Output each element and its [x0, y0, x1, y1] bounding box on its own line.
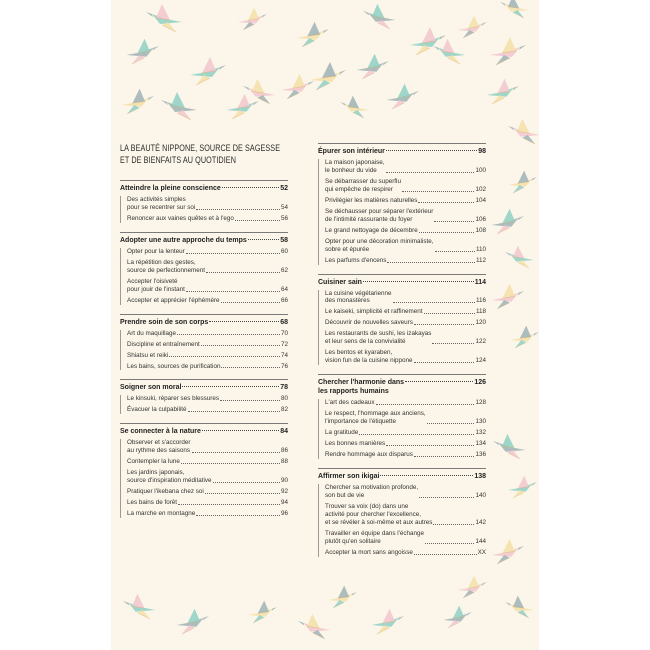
dot-leader: [386, 172, 475, 173]
dot-leader: [419, 497, 474, 498]
toc-entry: [325, 227, 486, 235]
entry-title: Les bains de forêt: [127, 499, 178, 507]
dot-leader: [221, 302, 280, 303]
section-page-number: 126: [474, 379, 486, 387]
origami-bird-icon: [146, 4, 182, 32]
origami-bird-icon: [190, 57, 226, 85]
entry-title: La cuisine végétarienne des monastères: [325, 289, 392, 305]
toc-entry: [127, 352, 288, 360]
toc-entry: [127, 363, 288, 371]
origami-bird-icon: [227, 94, 259, 119]
entry-title: Opter pour la lenteur: [127, 247, 185, 255]
origami-bird-icon: [458, 576, 487, 598]
heading-line-2: ET DE BIENFAITS AU QUOTIDIEN: [120, 154, 237, 165]
entry-title: Les bains, sources de purification: [127, 362, 221, 370]
entry-title: La marche en montagne: [127, 510, 196, 518]
toc-entry: [325, 330, 486, 346]
entry-page-number: 140: [475, 491, 486, 499]
entry-page-number: 104: [475, 196, 486, 204]
dot-leader: [188, 411, 280, 412]
entry-title: Le grand nettoyage de décembre: [325, 226, 418, 234]
origami-bird-icon: [492, 539, 524, 564]
toc-entry: [325, 530, 486, 546]
section-title-row: [318, 472, 486, 481]
origami-bird-icon: [372, 609, 404, 634]
dot-leader: [201, 345, 280, 346]
dot-leader: [414, 362, 475, 363]
entry-page-number: 92: [280, 488, 288, 496]
toc-entry: [127, 406, 288, 414]
dot-leader: [419, 232, 475, 233]
entry-title: Les restaurants de sushi, les izakayas et leur sens de la convivialité: [325, 330, 432, 346]
entry-page-number: 72: [280, 340, 288, 348]
entry-page-number: 124: [475, 357, 486, 365]
entry-title: Découvrir de nouvelles saveurs: [325, 319, 413, 327]
dot-leader: [414, 554, 477, 555]
entry-title: Se déchausser pour séparer l'extérieur de l'intimité rassurante du foyer: [325, 207, 434, 223]
dot-leader: [387, 262, 475, 263]
dot-leader: [178, 504, 280, 505]
origami-bird-icon: [492, 209, 524, 234]
section-page-number: 138: [474, 472, 486, 480]
dot-leader: [359, 434, 474, 435]
entry-title: Accepter l'oisiveté pour jouir de l'instant: [127, 277, 185, 293]
entry-page-number: 88: [280, 458, 288, 466]
origami-bird-icon: [490, 37, 526, 65]
entry-page-number: 60: [280, 247, 288, 255]
section-page-number: 58: [280, 236, 288, 244]
toc-entry: [325, 319, 486, 327]
section-title-row: [120, 318, 288, 327]
entry-title: Des activités simples pour se recentrer sur soi: [127, 196, 196, 211]
entry-page-number: 118: [475, 308, 486, 316]
dot-leader: [196, 209, 280, 210]
dot-leader: [418, 202, 474, 203]
entry-title: Pratiquer l'ikebana chez soi: [127, 488, 204, 496]
entry-title: Accepter et apprécier l'éphémère: [127, 296, 220, 304]
origami-bird-icon: [508, 119, 539, 144]
dot-leader: [427, 423, 475, 424]
entry-page-number: 100: [475, 166, 486, 174]
toc-entry: [127, 330, 288, 338]
section-title: Affirmer son ikigai: [318, 472, 380, 480]
toc-section: [120, 423, 288, 518]
origami-bird-icon: [122, 89, 154, 114]
entry-page-number: 110: [475, 245, 486, 253]
toc-entry: [127, 215, 288, 223]
section-entries: [120, 248, 288, 305]
origami-bird-icon: [505, 596, 534, 618]
entry-page-number: 112: [475, 256, 486, 264]
entry-page-number: 120: [475, 319, 486, 327]
entry-page-number: 56: [280, 214, 288, 222]
section-entries: [318, 399, 486, 459]
toc-entry: [325, 399, 486, 407]
dot-leader: [363, 281, 474, 282]
dot-leader: [169, 356, 280, 357]
dot-leader: [386, 150, 477, 151]
dot-leader: [221, 367, 280, 368]
toc-entry: [325, 238, 486, 254]
dot-leader: [220, 400, 280, 401]
entry-page-number: 94: [280, 499, 288, 507]
section-page-number: 84: [280, 428, 288, 436]
entry-title: La répétition des gestes, source de perfectionnement: [127, 258, 206, 274]
section-title: Atteindre la pleine conscience: [120, 185, 221, 192]
toc-section: [318, 143, 486, 265]
entry-title: Travailler en équipe dans l'échange plutôt qu'en solitaire: [325, 529, 424, 545]
section-title: Prendre soin de son corps: [120, 318, 209, 326]
dot-leader: [376, 404, 475, 405]
section-title: Se connecter à la nature: [120, 428, 201, 436]
entry-title: Rendre hommage aux disparus: [325, 451, 413, 459]
entry-title: Chercher sa motivation profonde, son but de vie: [325, 483, 419, 499]
entry-title: Renoncer aux vaines quêtes et à l'ego: [127, 214, 234, 222]
entry-title: Art du maquillage: [127, 329, 177, 337]
toc-section: [120, 314, 288, 371]
toc-entry: [127, 278, 288, 294]
entry-page-number: 54: [280, 203, 288, 211]
toc-section: [120, 232, 288, 305]
section-entries: [120, 439, 288, 518]
toc-entry: [325, 159, 486, 175]
entry-page-number: 80: [280, 395, 288, 403]
dot-leader: [402, 191, 475, 192]
entry-page-number: 74: [280, 351, 288, 359]
entry-title: Les parfums d'encens: [325, 256, 387, 264]
origami-bird-icon: [493, 434, 525, 459]
origami-bird-icon: [177, 609, 209, 634]
toc-entry: [127, 439, 288, 455]
entry-title: Opter pour une décoration minimaliste, sobre et épurée: [325, 237, 434, 253]
entry-page-number: 136: [475, 451, 486, 459]
entry-title: Les jardins japonais, source d'inspiration méditative: [127, 469, 212, 485]
origami-bird-icon: [500, 0, 529, 18]
origami-bird-icon: [310, 62, 346, 90]
toc-entry: [325, 440, 486, 448]
origami-bird-icon: [487, 79, 519, 104]
entry-page-number: 142: [475, 518, 486, 526]
dot-leader: [433, 524, 474, 525]
origami-bird-icon: [248, 601, 277, 623]
entry-page-number: 96: [280, 510, 288, 518]
book-page: [111, 0, 539, 650]
entry-page-number: 144: [475, 537, 486, 545]
section-title: Adopter une autre approche du temps: [120, 236, 247, 244]
section-entries: [120, 395, 288, 414]
entry-page-number: 70: [280, 329, 288, 337]
dot-leader: [435, 251, 475, 252]
dot-leader: [222, 187, 279, 188]
dot-leader: [414, 324, 475, 325]
toc-entry: [127, 488, 288, 496]
entry-page-number: 86: [280, 447, 288, 455]
origami-bird-icon: [357, 54, 389, 79]
origami-bird-icon: [458, 16, 487, 38]
entry-page-number: 122: [475, 338, 486, 346]
section-page-number: 98: [478, 148, 486, 155]
origami-bird-icon: [123, 594, 155, 619]
section-entries: [318, 484, 486, 557]
entry-page-number: 76: [280, 362, 288, 370]
entry-title: Le kinsuki, réparer ses blessures: [127, 395, 220, 403]
dot-leader: [202, 430, 279, 431]
dot-leader: [182, 386, 279, 387]
entry-title: Évacuer la culpabilité: [127, 406, 187, 414]
toc-entry: [325, 484, 486, 500]
toc-entry: [127, 297, 288, 305]
dot-leader: [425, 543, 474, 544]
dot-leader: [386, 445, 474, 446]
dot-leader: [213, 482, 280, 483]
section-title-row: [120, 236, 288, 245]
toc-entry: [325, 290, 486, 306]
entry-title: Discipline et entraînement: [127, 340, 200, 348]
dot-leader: [405, 381, 473, 382]
toc-section: [120, 180, 288, 223]
section-page-number: 78: [280, 384, 288, 392]
section-page-number: 68: [280, 318, 288, 326]
entry-title: Le respect, l'hommage aux anciens, l'importance de l'étiquette: [325, 410, 426, 426]
toc-section: [318, 274, 486, 366]
origami-bird-icon: [505, 246, 534, 268]
origami-bird-icon: [340, 96, 369, 118]
entry-title: Se débarrasser du superflu qui empêche de respirer: [325, 177, 401, 193]
heading-line-1: LA BEAUTÉ NIPPONE, SOURCE DE SAGESSE: [120, 143, 281, 153]
entry-page-number: XX: [477, 548, 486, 556]
origami-bird-icon: [238, 8, 267, 30]
entry-title: Shiatsu et reiki: [127, 351, 169, 359]
dot-leader: [181, 463, 280, 464]
dot-leader: [192, 452, 280, 453]
entry-page-number: 64: [280, 285, 288, 293]
dot-leader: [432, 343, 474, 344]
entry-page-number: 128: [475, 399, 486, 407]
dot-leader: [414, 456, 475, 457]
dot-leader: [206, 272, 280, 273]
origami-bird-icon: [298, 614, 330, 639]
entry-page-number: 106: [475, 215, 486, 223]
entry-title: Privilégier les matières naturelles: [325, 196, 418, 204]
toc-section: [318, 374, 486, 459]
origami-bird-icon: [161, 92, 197, 120]
section-title: Cuisiner sain: [318, 278, 362, 286]
entry-page-number: 62: [280, 266, 288, 274]
section-title-row: [120, 383, 288, 392]
origami-bird-icon: [282, 74, 314, 99]
section-title-row: [120, 427, 288, 436]
origami-bird-icon: [243, 79, 275, 104]
entry-title: Observer et s'accorder au rythme des saisons: [127, 439, 191, 455]
toc-entry: [325, 178, 486, 194]
section-entries: [120, 330, 288, 371]
toc-entry: [325, 410, 486, 426]
dot-leader: [186, 291, 280, 292]
right-sections: [318, 143, 486, 557]
dot-leader: [209, 321, 279, 322]
entry-page-number: 130: [475, 418, 486, 426]
entry-page-number: 102: [475, 185, 486, 193]
toc-entry: [325, 429, 486, 437]
page-heading: [120, 143, 288, 166]
toc-entry: [127, 196, 288, 212]
entry-title: La gratitude: [325, 429, 359, 437]
dot-leader: [393, 302, 475, 303]
section-title: Soigner son moral: [120, 384, 182, 392]
origami-bird-icon: [410, 27, 446, 55]
entry-page-number: 116: [475, 297, 486, 305]
entry-title: Trouver sa voix (do) dans une activité pour chercher l'excellence, et se révéler à soi-même et aux autres: [325, 502, 433, 526]
dot-leader: [248, 239, 279, 240]
section-entries: [318, 159, 486, 265]
toc-entry: [127, 395, 288, 403]
entry-title: La maison japonaise, le bonheur du vide: [325, 159, 385, 174]
dot-leader: [196, 515, 280, 516]
entry-page-number: 82: [280, 406, 288, 414]
entry-title: Le kaiseki, simplicité et raffinement: [325, 308, 423, 316]
origami-bird-icon: [510, 326, 539, 348]
origami-bird-icon: [443, 606, 472, 628]
toc-section: [120, 379, 288, 414]
toc-entry: [127, 510, 288, 518]
toc-entry: [127, 341, 288, 349]
dot-leader: [186, 253, 280, 254]
toc-entry: [325, 197, 486, 205]
origami-bird-icon: [387, 84, 419, 109]
entry-title: Les bonnes manières: [325, 440, 386, 448]
origami-bird-icon: [363, 4, 395, 29]
toc-entry: [325, 503, 486, 527]
toc-section: [318, 468, 486, 557]
entry-page-number: 132: [475, 429, 486, 437]
origami-bird-icon: [328, 586, 357, 608]
section-title-row: [318, 378, 486, 396]
section-title-row: [318, 147, 486, 156]
toc-entry: [127, 248, 288, 256]
dot-leader: [235, 220, 280, 221]
toc-entry: [325, 349, 486, 365]
dot-leader: [205, 493, 280, 494]
entry-page-number: 134: [475, 440, 486, 448]
section-title: Épurer son intérieur: [318, 148, 385, 155]
origami-bird-icon: [433, 39, 465, 64]
section-page-number: 114: [474, 278, 486, 286]
entry-title: L'art des cadeaux: [325, 399, 375, 407]
toc-left-column: [120, 143, 288, 527]
section-title-row: [318, 278, 486, 287]
origami-bird-icon: [127, 39, 159, 64]
origami-bird-icon: [297, 22, 329, 47]
origami-bird-icon: [508, 171, 537, 193]
section-title-row: [120, 184, 288, 193]
entry-page-number: 66: [280, 296, 288, 304]
toc-right-column: [318, 143, 486, 566]
toc-entry: [325, 208, 486, 224]
toc-entry: [325, 257, 486, 265]
dot-leader: [380, 475, 473, 476]
section-entries: [120, 196, 288, 223]
origami-bird-icon: [492, 284, 524, 309]
origami-bird-icon: [508, 476, 537, 498]
entry-title: Les bentos et kyaraben, vision fun de la cuisine nippone: [325, 349, 413, 365]
dot-leader: [424, 313, 475, 314]
entry-page-number: 108: [475, 226, 486, 234]
left-sections: [120, 180, 288, 518]
entry-page-number: 90: [280, 477, 288, 485]
toc-entry: [325, 549, 486, 557]
entry-title: Contempler la lune: [127, 458, 180, 466]
section-page-number: 52: [280, 185, 288, 192]
dot-leader: [177, 334, 280, 335]
toc-entry: [325, 308, 486, 316]
dot-leader: [434, 221, 474, 222]
toc-entry: [127, 499, 288, 507]
section-entries: [318, 290, 486, 366]
toc-entry: [127, 469, 288, 485]
toc-entry: [127, 458, 288, 466]
entry-title: Accepter la mort sans angoisse: [325, 548, 413, 556]
toc-entry: [127, 259, 288, 275]
toc-entry: [325, 451, 486, 459]
section-title: Chercher l'harmonie dans les rapports humains: [318, 379, 405, 396]
